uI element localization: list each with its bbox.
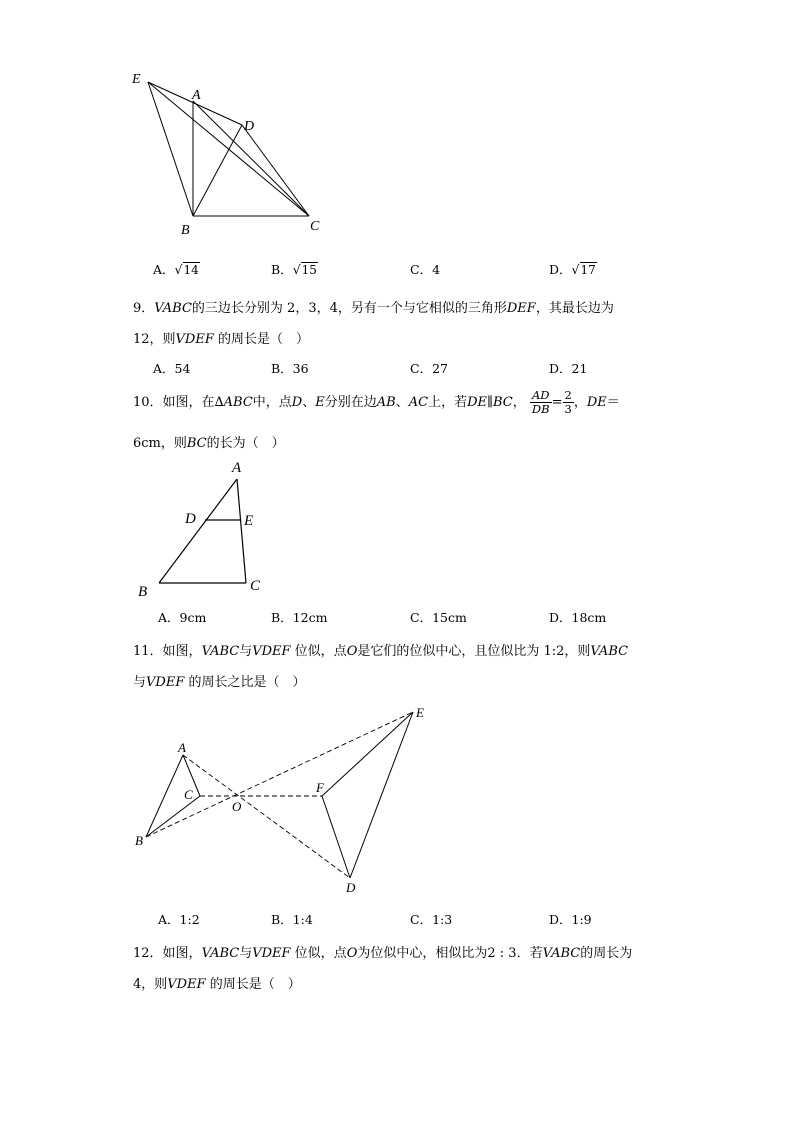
q11-option-c[interactable]: C．1:3: [410, 912, 453, 927]
q10-option-d[interactable]: D．18cm: [549, 610, 607, 625]
fig11-label-o: O: [232, 799, 242, 814]
fig10-label-b: B: [138, 584, 148, 600]
sqrt-symbol: √17: [571, 262, 596, 277]
figure-q10: [130, 455, 280, 600]
q9-option-b[interactable]: B．36: [271, 361, 309, 376]
q10-option-a[interactable]: A．9cm: [158, 610, 207, 625]
fig8-label-e: E: [132, 72, 141, 87]
fig11-label-e: E: [416, 705, 424, 720]
q12-stem-line2: 4，则VDEF 的周长是（ ）: [133, 977, 301, 992]
q11-stem-line1: 11．如图，VABC与VDEF 位似，点O是它们的位似中心，且位似比为 1:2，则VABC: [133, 644, 629, 659]
fraction-ad-db: $\frac{AD}{DB}$: [531, 388, 550, 416]
sqrt-symbol: √14: [174, 262, 199, 277]
q11-option-d[interactable]: D．1:9: [549, 912, 592, 927]
q11-option-b[interactable]: B．1:4: [271, 912, 313, 927]
fig8-label-a: A: [192, 88, 201, 103]
q9-option-a[interactable]: A．54: [153, 361, 191, 376]
fig8-label-c: C: [310, 219, 320, 234]
q11-stem-line2: 与VDEF 的周长之比是（ ）: [133, 675, 306, 690]
q10-option-b[interactable]: B．12cm: [271, 610, 328, 625]
fraction-two-thirds: $\frac{2}{3}$: [564, 388, 572, 416]
sqrt-symbol: √15: [292, 262, 317, 277]
q8-option-c[interactable]: C．4: [410, 262, 441, 277]
fig11-label-d: D: [346, 880, 356, 895]
fig11-label-c: C: [184, 787, 193, 802]
q10-option-c[interactable]: C．15cm: [410, 610, 467, 625]
fig8-label-d: D: [244, 119, 255, 134]
fig11-label-a: A: [178, 740, 186, 755]
fig11-label-f: F: [316, 780, 324, 795]
q9-option-d[interactable]: D．21: [549, 361, 588, 376]
q9-stem-line1: 9．VABC的三边长分别为 2，3，4，另有一个与它相似的三角形DEF，其最长边为: [133, 301, 614, 316]
q10-stem-line2: 6cm，则BC的长为（ ）: [133, 436, 285, 451]
q9-option-c[interactable]: C．27: [410, 361, 448, 376]
q8-option-d[interactable]: D．√17: [549, 262, 596, 277]
fig8-label-b: B: [181, 223, 190, 238]
figure-q11: [130, 700, 430, 900]
fig10-label-d: D: [185, 511, 196, 527]
figure-q8: [125, 65, 335, 240]
q10-stem-line1: 10．如图，在∆ABC中，点D、E分别在边AB、AC上，若DE∥BC， $\frac{AD}{DB}$ = $\frac{2}{3}$ ，DE＝: [133, 388, 620, 416]
q8-option-a[interactable]: A．√14: [153, 262, 199, 277]
fig10-label-c: C: [250, 578, 261, 594]
q12-stem-line1: 12．如图，VABC与VDEF 位似，点O为位似中心，相似比为2 : 3．若VABC的周长为: [133, 946, 633, 961]
fig10-label-a: A: [232, 460, 242, 476]
fig10-label-e: E: [244, 513, 254, 529]
q11-option-a[interactable]: A．1:2: [158, 912, 200, 927]
fig11-label-b: B: [135, 833, 143, 848]
q9-stem-line2: 12，则VDEF 的周长是（ ）: [133, 332, 310, 347]
q8-option-b[interactable]: B．√15: [271, 262, 317, 277]
